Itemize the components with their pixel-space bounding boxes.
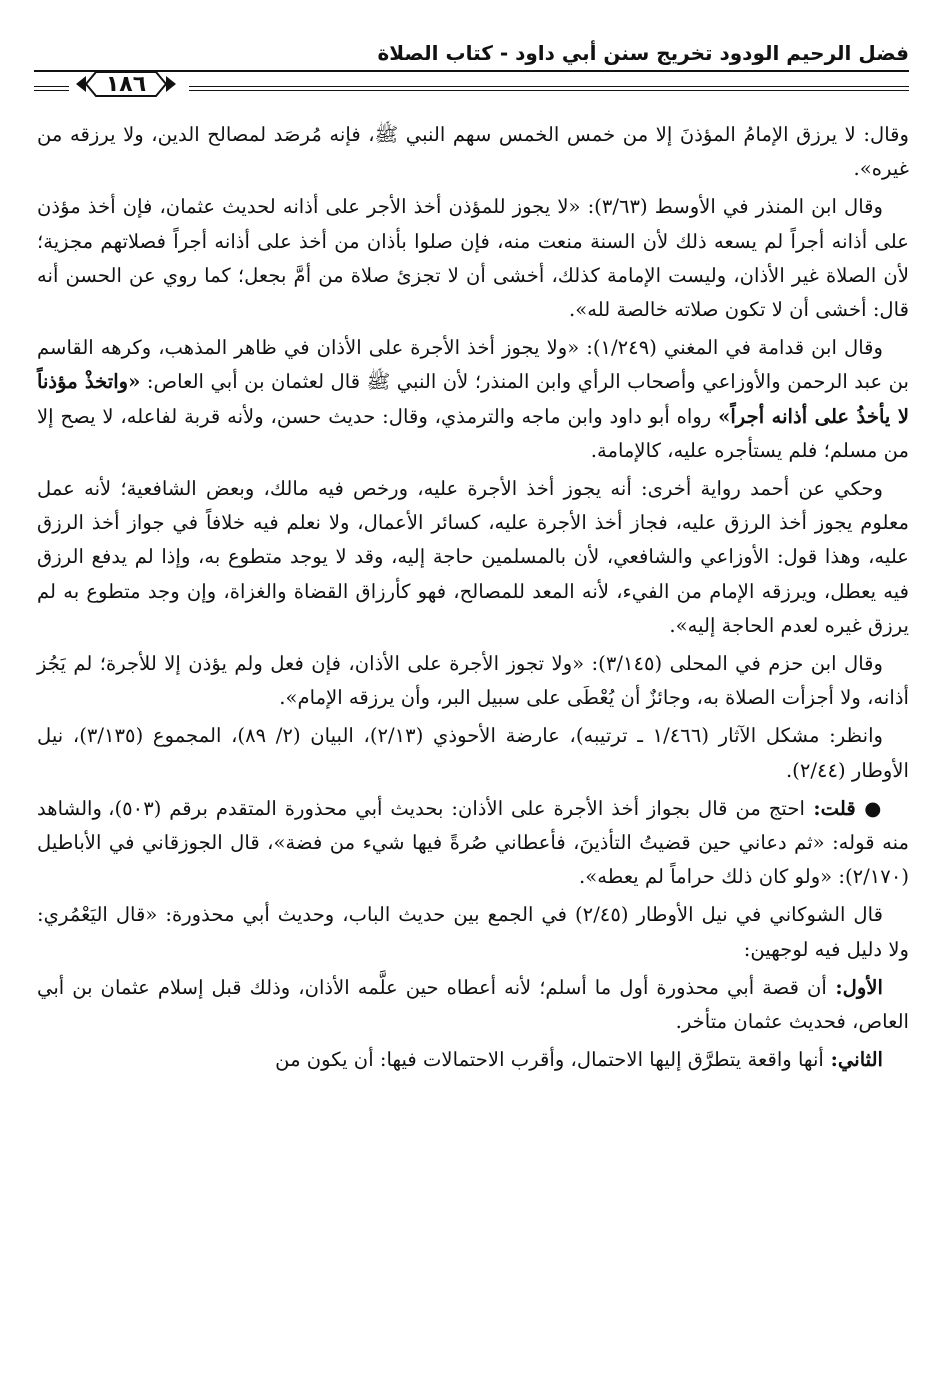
body-text: أنها واقعة يتطرَّق إليها الاحتمال، وأقرب الاحتمالات فيها: أن يكون من [275, 1048, 824, 1072]
body-text: وقال: لا يرزق الإمامُ المؤذنَ إلا من خمس الخمس سهم النبي ﷺ، فإنه مُرصَد لمصالح الدين، ولا يرزقه من غيره». [37, 123, 909, 181]
bold-text: «واتخذْ مؤذناً لا يأخذُ على أذانه أجراً» [37, 370, 909, 428]
page-body [37, 118, 909, 1081]
page-number: ١٨٦ [105, 71, 147, 97]
bold-text: ● قلت: [804, 796, 883, 820]
page-number-rule-right-2 [189, 90, 909, 91]
paragraph-8 [37, 898, 909, 966]
body-text: وانظر: مشكل الآثار (١/٤٦٦ ـ ترتيبه)، عارضة الأحوذي (٢/١٣)، البيان (٢/ ٨٩)، المجموع (٣/١٣٥)، نيل الأوطار (٢/٤٤). [37, 724, 909, 782]
body-text: أن قصة أبي محذورة أول ما أسلم؛ لأنه أعطاه حين علَّمه الأذان، وذلك قبل إسلام عثمان بن أبي العاص، فحديث عثمان متأخر. [37, 975, 909, 1034]
body-text: رواه أبو داود وابن ماجه والترمذي، وقال: حديث حسن، ولأنه قربة لفاعله، لا يصح إلا من مسلم؛ فلم يستأجره عليه، كالإمامة. [37, 404, 909, 462]
paragraph-9 [37, 971, 909, 1039]
paragraph-2 [37, 190, 909, 327]
body-text: احتج من قال بجواز أخذ الأجرة على الأذان: بحديث أبي محذورة المتقدم برقم (٥٠٣)، والشاهد منه قوله: «ثم دعاني حين قضيتُ التأذينَ، فأعطاني صُرةً فيها شيء من فضة»، قال الجوزقاني في الأباطيل (٢/١٧٠): «ولو كان ذلك حراماً لم يعطه». [37, 796, 909, 889]
paragraph-3 [37, 331, 909, 468]
body-text: وقال ابن حزم في المحلى (٣/١٤٥): «ولا تجوز الأجرة على الأذان، فإن فعل ولم يؤذن إلا للأجرة؛ لم يَجُز أذانه، ولا أجزأت الصلاة به، وجائزٌ أن يُعْطَى على سبيل البر، وأن يرزقه الإمام». [37, 652, 909, 710]
paragraph-10 [37, 1043, 909, 1077]
paragraph-6 [37, 719, 909, 787]
page-number-rule-left [34, 86, 69, 87]
body-text: وحكي عن أحمد رواية أخرى: أنه يجوز أخذ الأجرة عليه، ورخص فيه مالك، وبعض الشافعية؛ لأنه عمل معلوم يجوز أخذ الرزق عليه، فجاز أخذ الأجرة عليه، كسائر الأعمال، ولا نعلم فيه خلافاً في جواز أخذ الرزق عليه، وهذا قول: الأوزاعي والشافعي، لأن بالمسلمين حاجة إليه، وقد لا يوجد متطوع به، وإذا لم يدفع الرزق فيه يعطل، ويرزقه الإمام من الفيء، لأنه المعد للمصالح، فهو كأرزاق القضاة والغزاة، وإن وجد متطوع به لم يرزق غيره لعدم الحاجة إليه». [37, 477, 909, 637]
body-text: وقال ابن المنذر في الأوسط (٣/٦٣): «لا يجوز للمؤذن أخذ الأجر على أذانه لحديث عثمان، فإن أخذ مؤذن على أذانه أجراً لم يسعه ذلك لأن السنة منعت منه، فإن صلوا بأذان من أخذ على أذانه أجراً فصلاتهم مجزية؛ لأن الصلاة غير الأذان، وليست الإمامة كذلك، أخشى أن لا تجزئ صلاة من أمَّ بجعل؛ كما روي عن الحسن أنه قال: أخشى أن لا تكون صلاته خالصة لله». [37, 195, 909, 322]
paragraph-7 [37, 792, 909, 895]
body-text: وقال ابن قدامة في المغني (١/٢٤٩): «ولا يجوز أخذ الأجرة على الأذان في ظاهر المذهب، وكرهه القاسم بن عبد الرحمن والأوزاعي وأصحاب الرأي وابن المنذر؛ لأن النبي ﷺ قال لعثمان بن أبي العاص: [37, 336, 909, 394]
body-text: قال الشوكاني في نيل الأوطار (٢/٤٥) في الجمع بين حديث الباب، وحديث أبي محذورة: «قال اليَعْمُري: ولا دليل فيه لوجهين: [37, 903, 909, 961]
page-number-ornament [72, 64, 180, 104]
running-title: فضل الرحيم الودود تخريج سنن أبي داود - كتاب الصلاة [377, 41, 909, 65]
bold-text: الثاني: [823, 1048, 883, 1072]
paragraph-4 [37, 472, 909, 643]
bold-text: الأول: [826, 975, 883, 999]
page-number-rule-left-2 [34, 90, 69, 91]
paragraph-1 [37, 118, 909, 186]
paragraph-5 [37, 647, 909, 715]
page-number-rule-right [189, 86, 909, 87]
